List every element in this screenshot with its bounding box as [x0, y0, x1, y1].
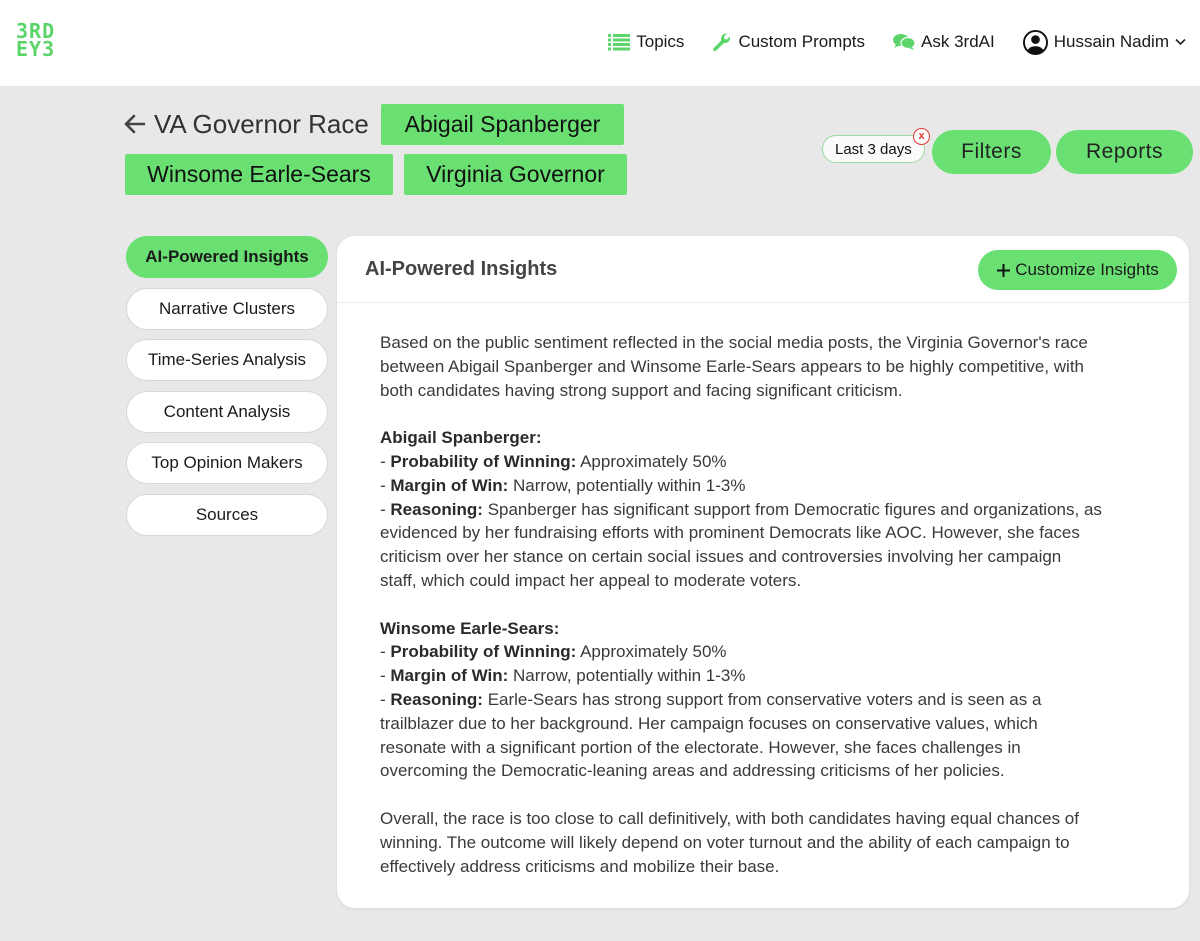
text-line: trailblazer due to her background. Her campaign focuses on conservative values, which: [380, 713, 1038, 733]
nav-custom-prompts[interactable]: [712, 32, 865, 52]
text-line: both candidates having strong support and facing significant criticism.: [380, 380, 903, 400]
user-menu[interactable]: [1023, 30, 1186, 55]
logo-line-1: 3RD: [16, 19, 56, 43]
sidebar-item-content-analysis[interactable]: Content Analysis: [126, 391, 328, 433]
intro-paragraph: [380, 331, 1155, 402]
probability-value: Approximately 50%: [580, 642, 727, 662]
probability-label: Probability of Winning:: [390, 642, 577, 662]
top-header: [0, 0, 1200, 86]
probability-line: - Probability of Winning: Approximately 50%: [380, 451, 727, 471]
nav-ask-ai[interactable]: [893, 32, 995, 52]
page-title: [124, 104, 369, 144]
insights-card-header: [337, 236, 1189, 303]
date-range-label: Last 3 days: [835, 140, 912, 158]
sidebar-item-sources[interactable]: Sources: [126, 494, 328, 536]
text-line: effectively address criticisms and mobilize their base.: [380, 856, 780, 876]
nav-custom-prompts-label: Custom Prompts: [738, 32, 866, 51]
topic-chip[interactable]: Abigail Spanberger: [381, 104, 624, 145]
customize-insights-label: Customize Insights: [1015, 260, 1159, 279]
insights-card: [337, 236, 1189, 908]
reasoning-text: Earle-Sears has strong support from conservative voters and is seen as a: [487, 689, 1042, 709]
logo-line-2: EY3: [16, 37, 56, 61]
nav-topics[interactable]: [608, 32, 684, 52]
sidebar-item-narrative-clusters[interactable]: Narrative Clusters: [126, 288, 328, 330]
margin-value: Narrow, potentially within 1-3%: [513, 475, 746, 495]
reasoning-line: - Reasoning: Spanberger has significant support from Democratic figures and organizations, as: [380, 499, 1102, 519]
text-line: staff, which could impact her appeal to moderate voters.: [380, 570, 802, 590]
text-line: Based on the public sentiment reflected in the social media posts, the Virginia Governor's race: [380, 333, 1088, 352]
topic-chip[interactable]: Winsome Earle-Sears: [125, 154, 393, 195]
margin-line: - Margin of Win: Narrow, potentially within 1-3%: [380, 666, 746, 686]
plus-icon: [996, 263, 1011, 278]
topic-chip[interactable]: Virginia Governor: [404, 154, 627, 195]
reasoning-label: Reasoning:: [390, 499, 483, 519]
text-line: Overall, the race is too close to call definitively, with both candidates having equal chances of: [380, 808, 1079, 828]
reasoning-label: Reasoning:: [390, 689, 483, 709]
spanberger-section: [380, 426, 1155, 593]
sidebar-item-opinion-makers[interactable]: Top Opinion Makers: [126, 442, 328, 484]
insights-body: [380, 331, 1155, 902]
earle-sears-section: [380, 617, 1155, 784]
reasoning-line: - Reasoning: Earle-Sears has strong support from conservative voters and is seen as a: [380, 689, 1042, 709]
candidate-heading: Winsome Earle-Sears:: [380, 618, 560, 638]
text-line: criticism over her stance on certain social issues and controversies involving her campaign: [380, 547, 1062, 567]
candidate-heading: Abigail Spanberger:: [380, 428, 542, 448]
probability-value: Approximately 50%: [580, 451, 727, 471]
nav-ask-label: Ask 3rdAI: [921, 32, 995, 51]
reports-button[interactable]: Reports: [1056, 130, 1193, 174]
margin-line: - Margin of Win: Narrow, potentially within 1-3%: [380, 475, 746, 495]
analysis-sidebar: [126, 236, 328, 545]
text-line: between Abigail Spanberger and Winsome Earle-Sears appears to be highly competitive, with: [380, 356, 1085, 376]
probability-label: Probability of Winning:: [390, 451, 577, 471]
text-line: evidenced by her fundraising efforts with prominent Democrats like AOC. However, she faces: [380, 523, 1080, 543]
margin-label: Margin of Win:: [390, 475, 509, 495]
remove-date-range-icon[interactable]: x: [913, 128, 930, 145]
user-name: Hussain Nadim: [1053, 32, 1169, 51]
probability-line: - Probability of Winning: Approximately 50%: [380, 642, 727, 662]
chat-bubbles-icon: [893, 33, 915, 51]
filters-button[interactable]: Filters: [932, 130, 1051, 174]
insights-title: AI-Powered Insights: [365, 258, 558, 280]
main-nav: [608, 26, 1186, 58]
customize-insights-button[interactable]: [978, 250, 1177, 290]
margin-label: Margin of Win:: [390, 666, 509, 686]
user-avatar-icon: [1023, 30, 1048, 55]
back-arrow-icon[interactable]: [124, 114, 146, 134]
margin-value: Narrow, potentially within 1-3%: [513, 666, 746, 686]
page-title-text: VA Governor Race: [154, 108, 369, 139]
text-line: overcoming the Democratic-leaning areas and addressing criticisms of her policies.: [380, 761, 1005, 781]
text-line: winning. The outcome will likely depend on voter turnout and the ability of each campaign to: [380, 832, 1070, 852]
sidebar-item-ai-insights[interactable]: AI-Powered Insights: [126, 236, 328, 278]
text-line: resonate with a significant portion of the electorate. However, she faces challenges in: [380, 737, 1021, 757]
sidebar-item-time-series[interactable]: Time-Series Analysis: [126, 339, 328, 381]
date-range-badge[interactable]: [822, 135, 925, 163]
reasoning-text: Spanberger has significant support from Democratic figures and organizations, as: [487, 499, 1102, 519]
wrench-icon: [712, 32, 732, 52]
list-icon: [608, 33, 630, 51]
brand-logo[interactable]: [16, 19, 72, 62]
chevron-down-icon: [1175, 38, 1186, 46]
nav-topics-label: Topics: [636, 32, 685, 51]
overall-paragraph: [380, 807, 1155, 878]
